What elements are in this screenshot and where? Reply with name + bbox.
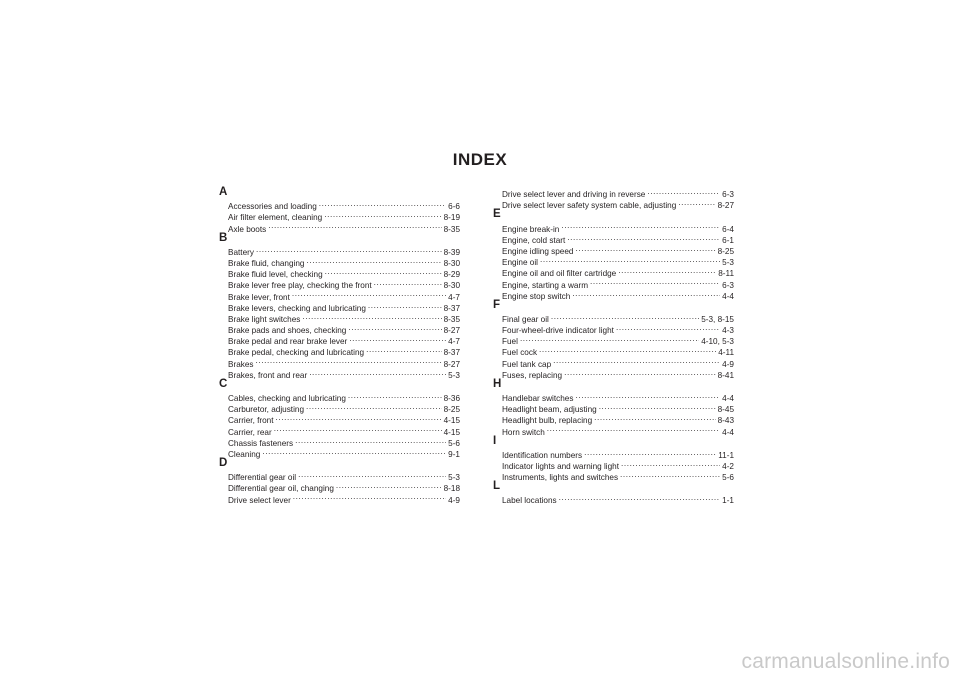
entry-page: 5-3 — [448, 473, 460, 483]
entry-text: Engine oil and oil filter cartridge — [502, 269, 617, 279]
dot-leader — [325, 266, 442, 277]
section-letter: A — [219, 186, 228, 198]
section-letter: B — [219, 231, 228, 244]
entry-text: Brakes, front and rear — [228, 370, 308, 380]
dot-leader — [298, 469, 446, 480]
entry-text: Cleaning — [228, 449, 261, 459]
section-letter: L — [493, 480, 501, 493]
entry-page: 5-3 — [448, 370, 460, 380]
entry-page: 6-3 — [722, 280, 734, 290]
entry-page: 8-39 — [443, 247, 460, 257]
dot-leader — [539, 344, 716, 355]
entry-text: Axle boots — [228, 224, 267, 234]
index-entry — [220, 244, 460, 255]
dot-leader — [293, 491, 446, 502]
section-letter: I — [493, 434, 497, 447]
entry-page: 8-45 — [717, 405, 734, 415]
dot-leader — [575, 390, 720, 401]
index-entry — [494, 186, 734, 200]
dot-leader — [319, 198, 446, 209]
index-entry — [494, 492, 734, 506]
index-entry — [220, 367, 460, 378]
entry-text: Engine, cold start — [502, 235, 566, 245]
entry-page: 8-27 — [717, 201, 734, 211]
entry-page: 8-11 — [718, 269, 734, 279]
entry-page: 4-10, 5-3 — [701, 337, 734, 347]
entry-page: 8-25 — [717, 246, 734, 256]
dot-leader — [547, 423, 720, 434]
entry-page: 8-27 — [443, 359, 460, 369]
entry-page: 6-4 — [722, 224, 734, 234]
entry-text: Air filter element, cleaning — [228, 213, 323, 223]
entry-text: Drive select lever and driving in reverse — [502, 190, 646, 200]
entry-text: Brakes — [228, 359, 254, 369]
dot-leader — [620, 469, 720, 480]
dot-leader — [575, 243, 715, 254]
entry-page: 8-30 — [443, 258, 460, 268]
dot-leader — [647, 186, 720, 197]
section-letter: H — [493, 377, 502, 390]
entry-page: 8-37 — [443, 303, 460, 313]
index-entry — [494, 447, 734, 458]
index-entry — [220, 355, 460, 369]
dot-leader — [374, 277, 442, 288]
entry-page: 8-18 — [443, 484, 460, 494]
entry-page: 8-35 — [443, 224, 460, 234]
dot-leader — [559, 492, 721, 503]
dot-leader — [309, 367, 446, 378]
index-column-left — [220, 186, 460, 503]
entry-page: 8-36 — [443, 394, 460, 403]
dot-leader — [553, 355, 720, 366]
index-entry — [494, 220, 734, 234]
section-letter: E — [493, 208, 501, 221]
index-entry — [494, 333, 734, 347]
entry-page: 5-6 — [722, 473, 734, 483]
entry-text: Differential gear oil, changing — [228, 484, 334, 494]
entry-page: 8-30 — [443, 281, 460, 291]
entry-text: Label locations — [502, 496, 557, 506]
entry-text: Brake pads and shoes, checking — [228, 326, 347, 336]
entry-page: 1-1 — [722, 496, 734, 506]
dot-leader — [348, 322, 441, 333]
dot-leader — [295, 435, 446, 446]
index-entry — [220, 255, 460, 266]
entry-text: Brake levers, checking and lubricating — [228, 303, 366, 313]
page-title: INDEX — [452, 150, 508, 169]
entry-text: Instruments, lights and switches — [502, 473, 619, 483]
entry-text: Engine stop switch — [502, 291, 571, 301]
section-letter: F — [493, 298, 501, 311]
entry-text: Brake light switches — [228, 314, 301, 324]
dot-leader — [255, 355, 441, 366]
dot-leader — [368, 300, 442, 311]
section-letter: C — [219, 377, 228, 390]
entry-page: 8-43 — [717, 416, 734, 426]
entry-page: 4-7 — [448, 292, 460, 302]
index-entry — [220, 198, 460, 212]
entry-text: Indicator lights and warning light — [502, 461, 619, 471]
dot-leader — [262, 446, 446, 457]
entry-text: Engine break-in — [502, 224, 560, 234]
entry-text: Engine oil — [502, 258, 538, 268]
dot-leader — [540, 254, 720, 265]
entry-page: 4-4 — [722, 427, 734, 437]
entry-page: 4-15 — [443, 427, 460, 437]
entry-page: 4-9 — [448, 495, 460, 505]
dot-leader — [551, 311, 699, 322]
dot-leader — [348, 390, 442, 401]
entry-text: Final gear oil — [502, 314, 549, 324]
entry-page: 8-35 — [443, 314, 460, 324]
entry-text: Engine idling speed — [502, 246, 574, 256]
dot-leader — [572, 288, 720, 299]
dot-leader — [302, 311, 441, 322]
entry-text: Identification numbers — [502, 450, 583, 460]
entry-page: 11-1 — [718, 450, 734, 460]
entry-text: Battery — [228, 247, 254, 257]
entry-page: 6-6 — [448, 202, 460, 212]
entry-page: 5-3 — [722, 258, 734, 268]
entry-text: Brake fluid level, checking — [228, 270, 323, 280]
entry-text: Handlebar switches — [502, 394, 574, 403]
entry-page: 4-9 — [722, 359, 734, 369]
dot-leader — [256, 244, 442, 255]
entry-text: Brake fluid, changing — [228, 258, 305, 268]
entry-page: 8-37 — [443, 348, 460, 358]
entry-page: 5-6 — [448, 438, 460, 448]
dot-leader — [274, 423, 442, 434]
entry-text: Horn switch — [502, 427, 545, 437]
dot-leader — [678, 197, 715, 208]
watermark: carmanualsonline.info — [741, 650, 950, 673]
entry-page: 6-1 — [722, 235, 734, 245]
index-entry — [220, 390, 460, 401]
entry-page: 8-29 — [443, 270, 460, 280]
dot-leader — [584, 447, 716, 458]
dot-leader — [292, 288, 446, 299]
entry-page: 8-41 — [717, 370, 734, 380]
entry-page: 4-4 — [722, 291, 734, 301]
index-entry — [494, 311, 734, 322]
dot-leader — [618, 265, 716, 276]
entry-text: Carrier, rear — [228, 427, 272, 437]
section-letter: D — [219, 456, 228, 469]
entry-page: 4-15 — [443, 416, 460, 426]
dot-leader — [621, 458, 720, 469]
dot-leader — [590, 276, 720, 287]
entry-page: 5-3, 8-15 — [701, 314, 734, 324]
dot-leader — [306, 401, 442, 412]
entry-text: Engine, starting a warm — [502, 280, 589, 290]
dot-leader — [336, 480, 442, 491]
dot-leader — [561, 220, 720, 231]
dot-leader — [520, 333, 699, 344]
entry-page: 4-7 — [448, 337, 460, 347]
entry-text: Differential gear oil — [228, 473, 297, 483]
dot-leader — [324, 209, 441, 220]
entry-text: Fuel cock — [502, 348, 538, 358]
entry-page: 4-11 — [718, 348, 734, 358]
entry-text: Brake pedal, checking and lubricating — [228, 348, 365, 358]
entry-text: Headlight beam, adjusting — [502, 405, 597, 415]
entry-page: 4-3 — [722, 326, 734, 336]
entry-page: 9-1 — [448, 449, 460, 459]
index-entry — [494, 390, 734, 401]
entry-text: Fuses, replacing — [502, 370, 563, 380]
entry-text: Carburetor, adjusting — [228, 405, 305, 415]
entry-page: 8-27 — [443, 326, 460, 336]
dot-leader — [306, 255, 441, 266]
entry-text: Carrier, front — [228, 416, 274, 426]
dot-leader — [616, 322, 720, 333]
entry-page: 4-2 — [722, 461, 734, 471]
dot-leader — [567, 232, 720, 243]
dot-leader — [268, 220, 441, 231]
index-entry — [220, 469, 460, 483]
entry-text: Four-wheel-drive indicator light — [502, 326, 614, 336]
entry-text: Fuel — [502, 337, 518, 347]
dot-leader — [564, 367, 716, 378]
entry-page: 8-19 — [443, 213, 460, 223]
entry-page: 8-25 — [443, 405, 460, 415]
entry-page: 4-4 — [722, 394, 734, 403]
index-column-right — [493, 186, 734, 506]
entry-text: Drive select lever safety system cable, adjusting — [502, 201, 677, 211]
entry-text: Headlight bulb, replacing — [502, 416, 593, 426]
entry-text: Chassis fasteners — [228, 438, 294, 448]
dot-leader — [599, 401, 716, 412]
dot-leader — [594, 412, 715, 423]
entry-text: Cables, checking and lubricating — [228, 394, 346, 403]
entry-text: Brake lever free play, checking the front — [228, 281, 372, 291]
index-entry — [494, 344, 734, 358]
entry-text: Fuel tank cap — [502, 359, 552, 369]
dot-leader — [349, 333, 446, 344]
entry-text: Accessories and loading — [228, 202, 317, 212]
dot-leader — [366, 344, 442, 355]
entry-text: Brake lever, front — [228, 292, 290, 302]
entry-page: 6-3 — [722, 190, 734, 200]
entry-text: Brake pedal and rear brake lever — [228, 337, 348, 347]
entry-text: Drive select lever — [228, 495, 291, 505]
dot-leader — [276, 412, 442, 423]
